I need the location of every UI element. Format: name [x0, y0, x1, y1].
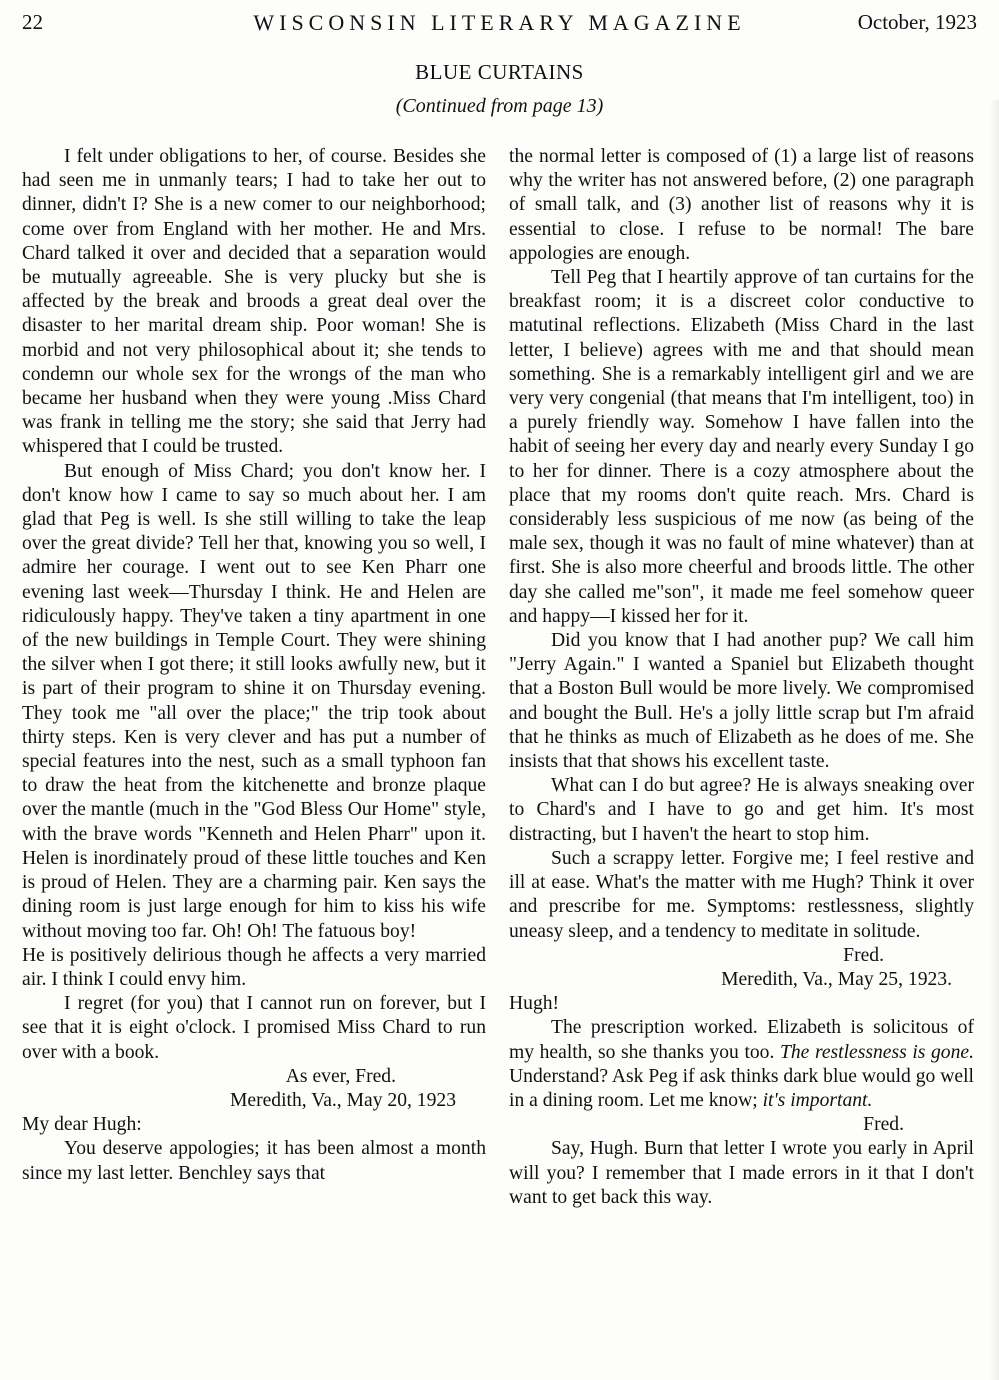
magazine-title: WISCONSIN LITERARY MAGAZINE: [253, 10, 746, 35]
left-column: [22, 145, 486, 1186]
paragraph: [509, 1016, 974, 1113]
article-title: BLUE CURTAINS: [415, 60, 584, 84]
signature: Fred.: [843, 944, 884, 966]
paragraph: Tell Peg that I heartily approve of tan curtains for the breakfast room; it is a discreet color conductive to matutinal reflections. Elizabeth (Miss Chard in the last letter, I believe) agrees with me and that should mean something. She is a remarkably intelligent girl and we are very very congenial (that means that I'm intelligent, too) in a purely friendly way. Somehow I have fallen into the habit of seeing her every day and nearly every Sunday I go to her for dinner. There is a cozy atmosphere about the place that my rooms don't quite reach. Mrs. Chard is considerably less suspicious of me now (as being of the male sex, though it was no fault of mine whatever) than at first. She is also more cheerful and broods little. The other day she called me"son", it made me feel somehow queer and happy—I kissed her for it.: [509, 267, 974, 627]
dateline: Meredith, Va., May 20, 1923: [229, 1089, 456, 1111]
paragraph: You deserve appologies; it has been almost a month since my last letter. Benchley says that: [22, 1138, 486, 1184]
text-run: The prescription worked. Elizabeth is solicitous of my health, so she thanks you too.: [509, 1017, 974, 1063]
page-number: 22: [22, 10, 43, 34]
paragraph: But enough of Miss Chard; you don't know her. I don't know how I came to say so much about her. I am glad that Peg is well. Is she still willing to take the leap over the great divide? Tell her that, knowing you so well, I admire her courage. I went out to see Ken Pharr one evening last week—Thursday I think. He and Helen are ridiculously happy. They've taken a tiny apartment in one of the new buildings in Temple Court. They were shining the silver when I got there; it still looks awfully new, but it is part of their program to shine it on Thursday evening. They took me "all over the place;" the trip took about thirty steps. Ken is very clever and has put a number of special features into the nest, such as a small typhoon fan to draw the heat from the kitchenette and bronze plaque over the mantle (much in the "God Bless Our Home" style, with the brave words "Kenneth and Helen Pharr" upon it. Helen is inordinately proud of these little touches and Ken is proud of Helen. They are a charming pair. Ken says the dining room is just large enough for him to kiss his wife without moving too far. Oh! Oh! The fatuous boy!: [22, 460, 486, 942]
paragraph: Did you know that I had another pup? We call him "Jerry Again." I wanted a Spaniel but Elizabeth thought that a Boston Bull would be more lively. We compromised and bought the Bull. He's a jolly little scrap but I'm afraid that he thinks as much of Elizabeth as he does of me. She insists that that shows his excellent taste.: [509, 630, 974, 773]
paragraph: Such a scrappy letter. Forgive me; I feel restive and ill at ease. What's the matter with me Hugh? Think it over and prescribe for me. Symptoms: restlessness, slightly uneasy sleep, and a tendency to meditate in solitude.: [509, 847, 974, 942]
emphasis: it's important.: [762, 1089, 873, 1111]
right-column: [509, 145, 974, 1210]
paragraph: What can I do but agree? He is always sneaking over to Chard's and I have to go and get him. It's most distracting, but I haven't the heart to stop him.: [509, 775, 974, 845]
running-header: [22, 10, 977, 40]
emphasis: The restlessness is gone.: [779, 1041, 974, 1063]
salutation: Hugh!: [509, 993, 560, 1015]
salutation: My dear Hugh:: [22, 1114, 142, 1136]
paragraph: Say, Hugh. Burn that letter I wrote you early in April will you? I remember that I made errors in it that I don't want to get back this way.: [509, 1138, 974, 1208]
text-run: Understand? Ask Peg if ask thinks dark blue would go well in a dining room. Let me know;: [509, 1065, 974, 1111]
signature: Fred.: [863, 1114, 904, 1136]
issue-date: October, 1923: [857, 10, 977, 34]
page-edge-shadow: [989, 100, 999, 1380]
signature: As ever, Fred.: [285, 1065, 396, 1087]
paragraph: I regret (for you) that I cannot run on forever, but I see that it is eight o'clock. I promised Miss Chard to run over with a book.: [22, 993, 486, 1063]
paragraph: He is positively delirious though he affects a very married air. I think I could envy him.: [22, 944, 486, 990]
paragraph: I felt under obligations to her, of course. Besides she had seen me in unmanly tears; I had to take her out to dinner, didn't I? She is a new comer to our neighborhood; come over from England with her mother. He and Mrs. Chard talked it over and decided that a separation would be mutually agreeable. She is very plucky but she is affected by the break and broods a great deal over the disaster to her marital dream ship. Poor woman! She is morbid and not very philosophical about it; she tends to condemn our whole sex for the wrongs of the man who became her husband when they were young .Miss Chard was frank in telling me the story; she said that Jerry had whispered that I could be trusted.: [22, 146, 486, 458]
dateline: Meredith, Va., May 25, 1923.: [721, 968, 952, 990]
continued-note: (Continued from page 13): [395, 95, 604, 117]
paragraph: the normal letter is composed of (1) a large list of reasons why the writer has not answered before, (2) one paragraph of small talk, and (3) another list of reasons why it is essential to close. I refuse to be normal! The bare appologies are enough.: [509, 146, 974, 264]
